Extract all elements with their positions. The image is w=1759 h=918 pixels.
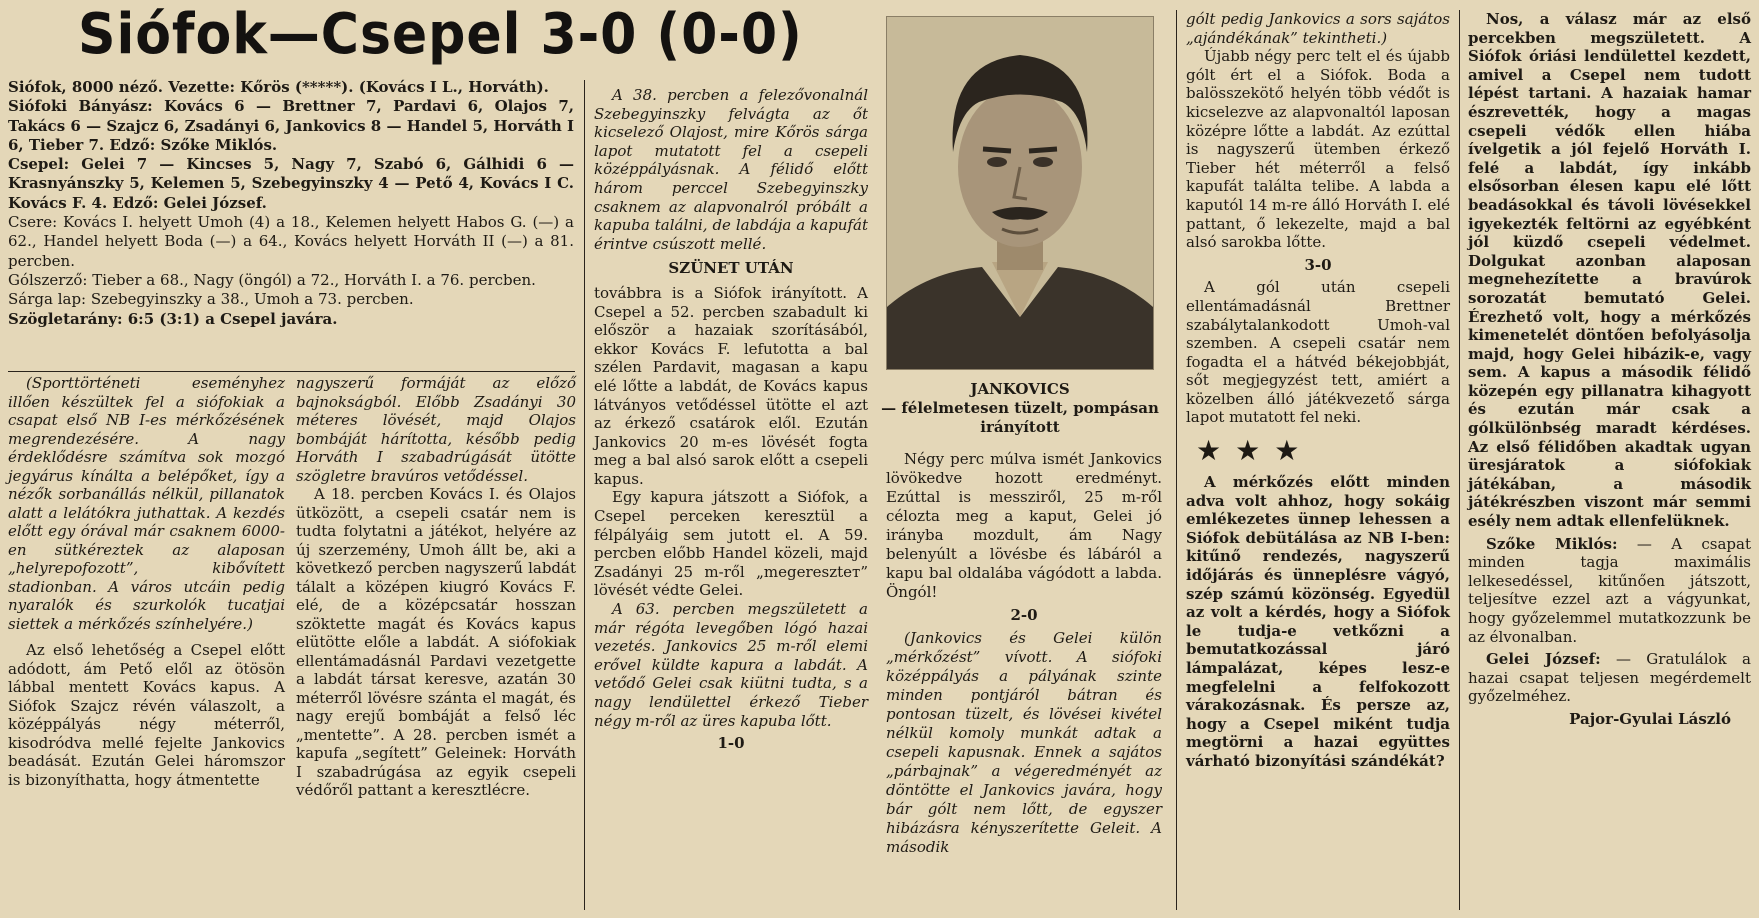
paragraph: A 38. percben a felezővonalnál Szebegyinszky felvágta az őt kicselező Olajost, mire Kőrös sárga lapot mutatott fel a csepeli középpályásnak. A félidő előtt három perccel Szebegyinszky csaknem az alapvonalról próbált a kapuba találni, de labdája a kapufát érintve csúszott mellé. [594,86,868,253]
headline: Siófok—Csepel 3-0 (0-0) [78,2,803,67]
column-divider [8,371,575,372]
author-byline: Pajor-Gyulai László [1569,709,1731,728]
paragraph: Újabb négy perc telt el és újabb gólt ért el a Siófok. Boda a balösszekötő helyén több védőt is kicselezve az alapvonaltól laposan középre lőtte a labdát. Az ezúttal is nagyszerű ütemben érkező Tieber hét méterről a felső kapufát találta telibe. A labda a kaputól 14 m-re álló Horváth I. elé pattant, ő lekezelte, majd a bal alsó sarokba lőtte. [1186,47,1450,252]
match-info: Siófok, 8000 néző. Vezette: Kőrös (*****). (Kovács I L., Horváth). [8,78,549,96]
csepel-lineup: Csepel: Gelei 7 — Kincses 5, Nagy 7, Szabó 6, Gálhidi 6 — Krasnyánszky 5, Kelemen 5, Szebegyinszky 4 — Pető 4, Kovács I C. Kovács F. 4. Edző: Gelei József. [8,155,574,212]
quote-text: — A csapat minden tagja maximális lelkesedéssel, kitűnően játszott, teljesítve ezzel azt a vágyunkat, hogy győzelemmel mutatkozzunk be az élvonalban. [1468,534,1751,646]
paragraph: A mérkőzés előtt minden adva volt ahhoz, hogy sokáig emlékezetes ünnep lehessen a Siófok debütálása az NB I-ben: kitűnő rendezés, nagyszerű időjárás és ünneplésre vágyó, szép számú közönség. Egyedül az volt a kérdés, hogy a Siófok le tudja-e vetkőzni a bemutatkozással járó lámpalázat, képes lesz-e megfelelni a felfokozott várakozásnak. És persze az, hogy a Csepel miként tudja megtörni a hazai együttes várható bizonyítási szándékát? [1186,473,1450,770]
yellow-cards: Sárga lap: Szebegyinszky a 38., Umoh a 73. percben. [8,290,414,309]
column-2 [296,374,576,800]
paragraph: továbbra is a Siófok irányított. A Csepel a 52. percben szabadult ki először a hazaiak szorításából, ekkor Kovács F. lefutotta a bal szélen Pardavit, magasan a kapu elé lőtte a labdát, de Kovács kapus látványos vetődéssel ütötte el azt az érkező csatárok elől. Ezután Jankovics 20 m-es lövését fogta meg a bal alsó sarok előtt a csepeli kapus. [594,283,868,488]
caption-text: — félelmetesen tüzelt, pompásan irányított [881,399,1159,436]
score-line: 1-0 [717,734,745,753]
column-3 [594,86,868,757]
paragraph: A gól után csepeli ellentámadásnál Brettner szabálytalankodott Umoh-val szemben. A csepeli csatár nem fogadta el a hátvéd békejobbját, sőt megjegyzést tett, amiért a közelben álló játékvezető sárga lapot mutatott fel neki. [1186,278,1450,427]
quote-speaker: Szőke Miklós: [1486,534,1618,553]
photo-caption [880,380,1160,437]
column-divider [1459,10,1460,910]
paragraph: gólt pedig Jankovics a sors sajátos „ajándékának” tekintheti.) [1186,10,1450,47]
quote-text: — Gratulálok a hazai csapat teljesen megérdemelt győzelméhez. [1468,650,1751,706]
lineup-block [8,78,574,329]
paragraph: (Jankovics és Gelei külön „mérkőzést” vívott. A siófoki középpályás a pályának szinte minden pontjáról bátran és pontosan tüzelt, és lövései kivétel nélkül komoly munkát adtak a csepeli kapusnak. Ennek a sajátos „párbajnak” a végeredményét az döntötte el Jankovics javára, hogy bár gólt nem lőtt, de egyszer hibázásra kényszerítette Geleit. A második [886,629,1162,856]
column-divider [584,80,585,910]
paragraph: (Sporttörténeti eseményhez illően készültek fel a siófokiak a csapat első NB I-es mérkőzésének megrendezésére. A nagy érdeklődésre számítva sok mozgó jegyárus kínálta a belépőket, így a nézők sorbanállás nélkül, pillanatok alatt a lelátókra juthattak. A kezdés előtt egy órával már csaknem 6000-en sütkéreztek az alaposan „helyrepofozott”, kibővített stadionban. A város utcáin pedig nyaralók és szurkolók tucatjai siettek a mérkőzés színhelyére.) [8,374,285,633]
goalscorers: Gólszerző: Tieber a 68., Nagy (öngól) a 72., Horváth I. a 76. percben. [8,270,536,289]
paragraph: Nos, a válasz már az első percekben megszületett. A Siófok óriási lendülettel kezdett, amivel a Csepel nem tudott lépést tartani. A hazaiak hamar észrevették, hogy a magas csepeli védők ellen hiába ívelgetik a jól fejelő Horváth I. felé a labdát, így inkább elsősorban élesen kapu elé lőtt beadásokkal és távoli lövésekkel igyekezték feltörni az egyébként jól küzdő csepeli védelmet. Dolgukat azonban alaposan megnehezítette a bravúrok sorozatát bemutató Gelei. Érezhető volt, hogy a mérkőzés kimenetelét döntően befolyásolja majd, hogy Gelei hibázik-e, vagy sem. A kapus a második félidő közepén egy pillanatra kihagyott és ezután már csak a gólkülönbség maradt kérdéses. Az első félidőben akadtak ugyan üresjáratok a siófokiak játékában, a második játékrészben viszont már semmi esély nem adtak ellenfelüknek. [1468,10,1751,531]
subheading: SZÜNET UTÁN [668,259,794,278]
score-line: 2-0 [1010,606,1038,624]
section-stars: ★★★ [1196,434,1314,468]
column-6 [1468,10,1751,729]
caption-name: JANKOVICS [970,380,1070,398]
paragraph: A 63. percben megszületett a már régóta levegőben lógó hazai vezetés. Jankovics 25 m-ről elemi erővel küldte kapura a labdát. A vetődő Gelei csak kiütni tudta, s a nagy lendülettel érkező Tieber négy m-ről az üres kapuba lőtt. [594,600,868,730]
player-photo [886,16,1154,370]
corner-ratio: Szögletarány: 6:5 (3:1) a Csepel javára. [8,309,338,328]
paragraph: nagyszerű formáját az előző bajnokságból. Előbb Zsadányi 30 méteres lövését, majd Olajos bombáját hárította, később pedig Horváth I szabadrúgását ütötte szögletre bravúros vetődéssel. [296,374,576,485]
score-line: 3-0 [1304,255,1332,274]
portrait-image [887,17,1153,369]
paragraph: Négy perc múlva ismét Jankovics lövökedve hozott eredményt. Ezúttal is messziről, 25 m-ről célozta meg a kaput, Gelei jó irányba mozdult, ám Nagy belenyúlt a lövésbe és lábáról a kapu bal oldalába vágódott a labda. Öngól! [886,450,1162,601]
siofok-lineup: Siófoki Bányász: Kovács 6 — Brettner 7, Pardavi 6, Olajos 7, Takács 6 — Szajcz 6, Zsadányi 6, Jankovics 8 — Handel 5, Horváth I 6, Tieber 7. Edző: Szőke Miklós. [8,97,574,154]
column-1 [8,374,285,789]
quote-speaker: Gelei József: [1486,650,1601,669]
column-4 [886,450,1162,857]
paragraph: Az első lehetőség a Csepel előtt adódott, ám Pető elől az ötösön lábbal mentett Kovács kapus. A Siófok Szajcz révén válaszolt, a középpályás négy méterről, kisodródva mellé fejelte Jankovics beadását. Ezután Gelei háromszor is bizonyíthatta, hogy átmentette [8,641,285,789]
paragraph: A 18. percben Kovács I. és Olajos ütközött, a csepeli csatár nem is tudta folytatni a játékot, helyére az új szerzemény, Umoh állt be, aki a következő percben nagyszerű labdát tálalt a középen kiugró Kovács F. elé, de a középcsatár hosszan szöktette magát és Kovács kapus elütötte előle a labdát. A siófokiak ellentámadásnál Pardavi vezetgette a labdát társat keresve, azatán 30 méterről lövésre szánta el magát, és nagy erejű bombáját a felső léc „mentette”. A 28. percben ismét a kapufa „segített” Geleinek: Horváth I szabadrúgása az egyik csepeli védőről pattant a keresztlécre. [296,485,576,799]
column-divider [1176,10,1177,910]
paragraph: Egy kapura játszott a Siófok, a Csepel perceken keresztül a félpályáig sem jutott el. A 59. percben előbb Handel közeli, majd Zsadányi 25 m-ről „megereszteт” lövését védte Gelei. [594,488,868,600]
column-5 [1186,10,1450,771]
substitutions: Csere: Kovács I. helyett Umoh (4) a 18., Kelemen helyett Habos G. (—) a 62., Handel helyett Boda (—) a 64., Kovács helyett Horváth II (—) a 81. percben. [8,213,574,270]
